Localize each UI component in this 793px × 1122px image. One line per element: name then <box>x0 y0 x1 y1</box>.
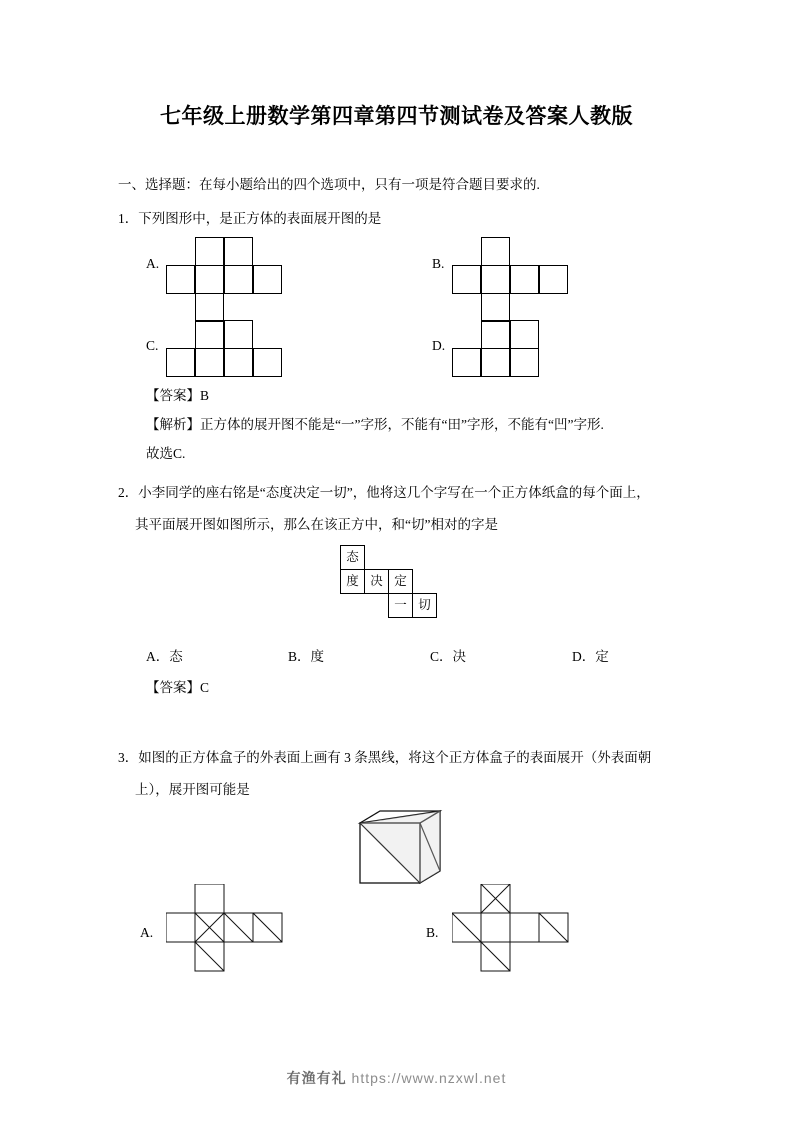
watermark-url: https://www.nzxwl.net <box>351 1070 507 1086</box>
question-2-figure <box>340 545 480 625</box>
question-3-number: 3． <box>118 750 139 765</box>
watermark <box>0 1068 793 1088</box>
question-1-answer-value: B <box>200 388 210 403</box>
question-1-option-a-figure <box>166 237 316 317</box>
net-cell-char-4: 定 <box>388 569 413 594</box>
watermark-brand: 有渔有礼 <box>286 1072 347 1087</box>
question-2-option-d: D．定 <box>572 649 609 664</box>
question-2-stem-1: 小李同学的座右铭是“态度决定一切”，他将这几个字写在一个正方体纸盒的每个面上， <box>138 485 650 500</box>
question-2-answer-label: 【答案】 <box>146 680 200 695</box>
net-cell-char-3: 决 <box>364 569 389 594</box>
question-1-answer <box>146 384 209 404</box>
question-3-option-a-figure <box>166 884 311 979</box>
question-1-option-d-figure <box>452 320 602 382</box>
question-2-option-c: C．决 <box>430 649 467 664</box>
net-cell-char-5: 一 <box>388 593 413 618</box>
page-title: 七年级上册数学第四章第四节测试卷及答案人教版 <box>160 104 633 128</box>
question-1-analysis-text: 正方体的展开图不能是“一”字形，不能有“田”字形，不能有“凹”字形. <box>200 417 604 432</box>
question-2-number: 2． <box>118 485 139 500</box>
question-3-cube-figure <box>352 805 448 901</box>
net-b-svg <box>452 884 597 979</box>
net-cell-char-6: 切 <box>412 593 437 618</box>
question-2-text-line1 <box>118 480 698 506</box>
question-1-option-a-label: A. <box>146 256 160 271</box>
question-2-answer-value: C <box>200 680 210 695</box>
question-2-stem-2: 其平面展开图如图所示，那么在该正方中，和“切”相对的字是 <box>135 517 498 532</box>
question-3-option-b-label: B. <box>426 925 439 940</box>
question-1-analysis <box>146 413 604 433</box>
question-2-option-b: B．度 <box>288 649 325 664</box>
question-3-stem-1: 如图的正方体盒子的外表面上画有 3 条黑线，将这个正方体盒子的表面展开（外表面朝 <box>138 750 652 765</box>
question-1-option-c-figure <box>166 320 316 382</box>
question-1-analysis-label: 【解析】 <box>146 417 200 432</box>
net-a-svg <box>166 884 311 979</box>
question-1-option-b-figure <box>452 237 602 317</box>
section-heading: 一、选择题：在每小题给出的四个选项中，只有一项是符合题目要求的. <box>118 177 540 192</box>
question-1-number: 1． <box>118 211 139 226</box>
question-3-text-line1 <box>118 745 698 771</box>
net-cell-char-1: 态 <box>340 545 365 570</box>
question-2-answer <box>146 676 209 696</box>
question-1-option-d-label: D. <box>432 338 446 353</box>
question-3-option-a-label: A. <box>140 925 154 940</box>
question-1-answer-label: 【答案】 <box>146 388 200 403</box>
question-1-analysis-2: 故选C. <box>146 446 186 461</box>
question-3-text-line2 <box>118 777 715 803</box>
question-1-text <box>118 206 698 232</box>
cube-svg <box>352 805 448 901</box>
question-1-option-b-label: B. <box>432 256 445 271</box>
question-3-option-b-figure <box>452 884 597 979</box>
question-3-stem-2: 上），展开图可能是 <box>135 782 250 797</box>
net-cell-char-2: 度 <box>340 569 365 594</box>
question-1-option-c-label: C. <box>146 338 159 353</box>
question-2-option-a: A．态 <box>146 649 183 664</box>
question-2-text-line2 <box>118 512 715 538</box>
question-1-stem: 下列图形中，是正方体的表面展开图的是 <box>138 211 382 226</box>
